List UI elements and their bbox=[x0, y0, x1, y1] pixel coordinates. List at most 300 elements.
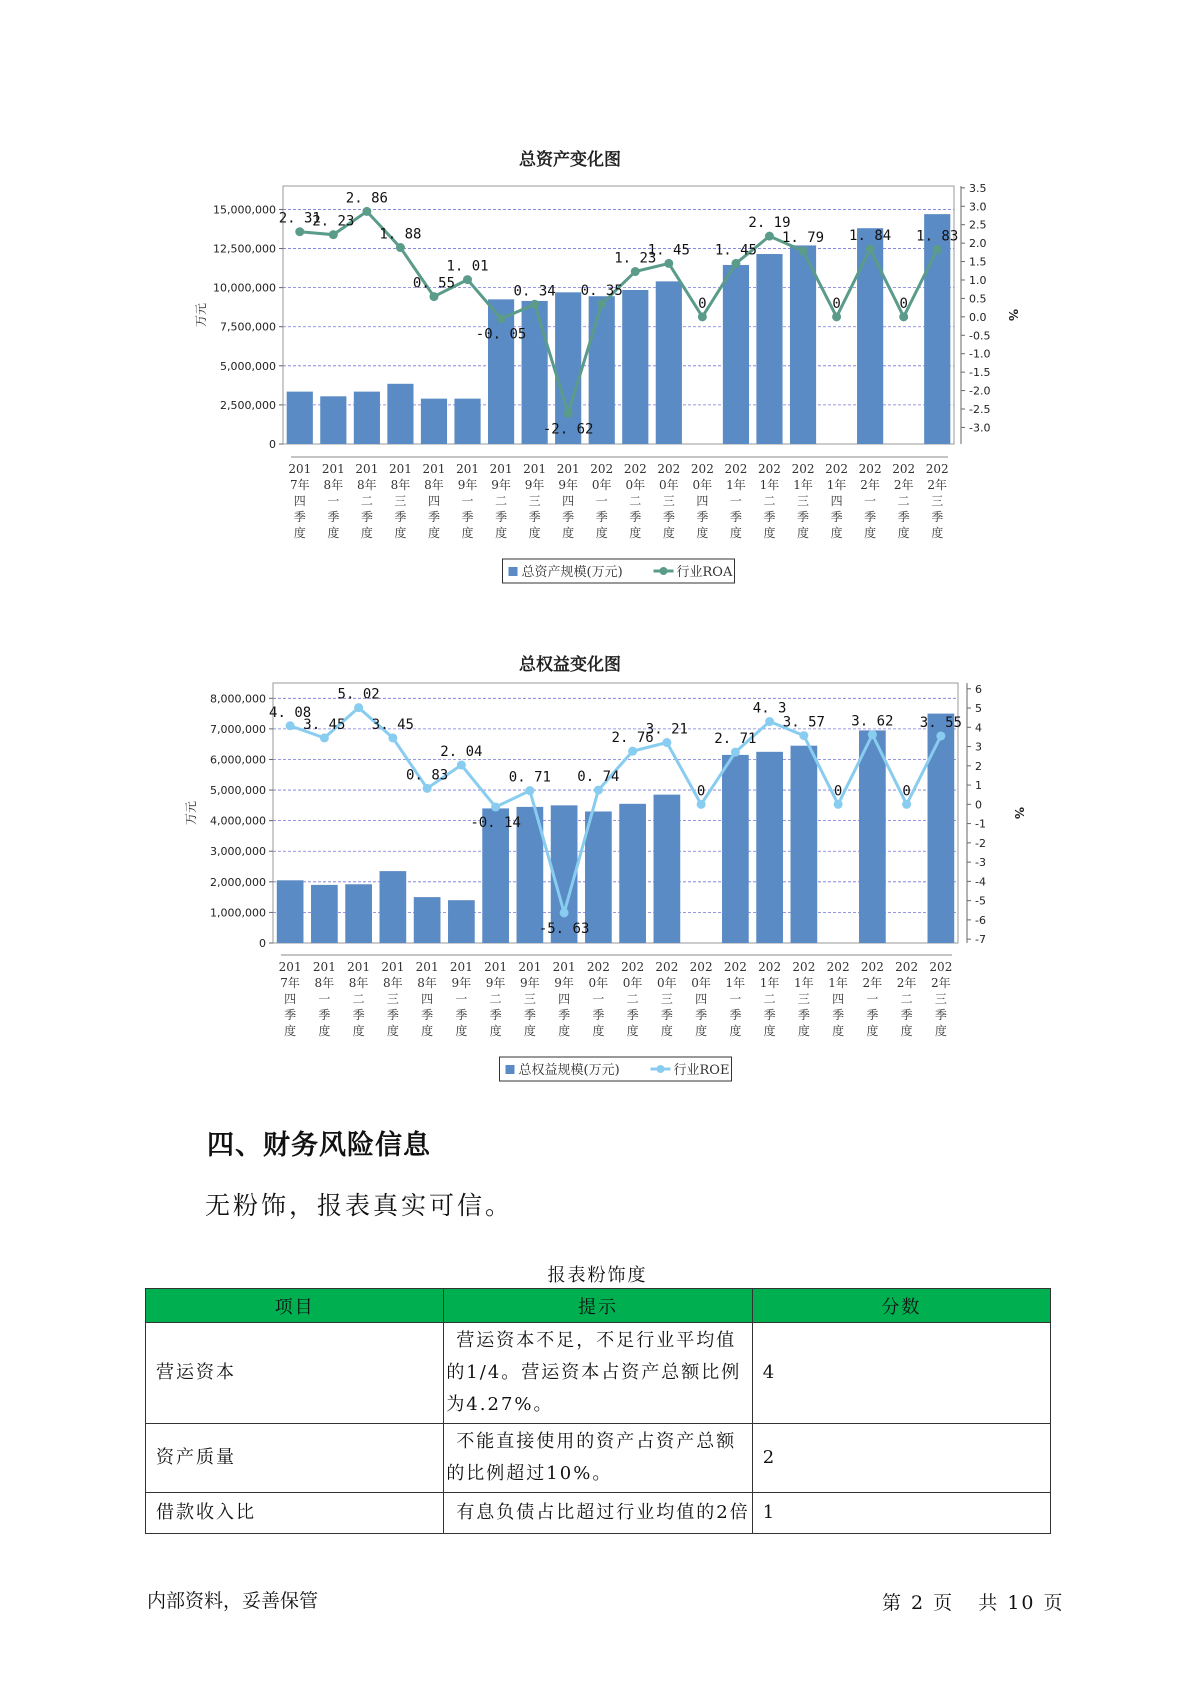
x-tick-label: 三 bbox=[662, 494, 675, 508]
x-tick-label: 二 bbox=[897, 494, 910, 508]
series-point bbox=[295, 227, 304, 236]
x-tick-label: 201 bbox=[415, 960, 439, 974]
x-tick-label: 季 bbox=[864, 510, 877, 524]
x-tick-label: 0年 bbox=[657, 976, 677, 990]
data-label: 1. 84 bbox=[849, 228, 892, 245]
total-assets-chart bbox=[170, 140, 1020, 590]
table-row bbox=[146, 1493, 1051, 1534]
section-heading: 四、财务风险信息 bbox=[207, 1130, 431, 1161]
x-tick-label: 度 bbox=[897, 526, 910, 540]
x-tick-label: 四 bbox=[832, 992, 845, 1006]
series-point bbox=[933, 245, 942, 254]
x-tick-label: 0年 bbox=[622, 976, 643, 990]
bar bbox=[277, 880, 304, 943]
data-label: 4. 3 bbox=[752, 700, 787, 717]
series-point bbox=[560, 908, 569, 917]
legend-swatch-bar bbox=[509, 567, 518, 576]
x-tick-label: 三 bbox=[797, 992, 810, 1006]
x-tick-label: 三 bbox=[394, 494, 407, 508]
x-tick-label: 201 bbox=[347, 960, 371, 974]
x-tick-label: 8年 bbox=[348, 976, 369, 990]
x-tick-label: 季 bbox=[662, 510, 675, 524]
y-tick-label: 7,500,000 bbox=[220, 320, 276, 334]
series-point bbox=[731, 259, 740, 268]
data-label: -2. 62 bbox=[542, 421, 594, 438]
x-tick-label: 202 bbox=[623, 462, 647, 476]
x-tick-label: 201 bbox=[278, 960, 302, 974]
series-point bbox=[354, 703, 363, 712]
x-tick-label: 202 bbox=[925, 462, 949, 476]
y2-tick-label: -1 bbox=[975, 817, 986, 831]
x-tick-label: 201 bbox=[381, 960, 405, 974]
row-item: 借款收入比 bbox=[146, 1493, 444, 1534]
data-label: 2. 19 bbox=[748, 215, 791, 232]
x-tick-label: 三 bbox=[931, 494, 944, 508]
y2-tick-label: 2.5 bbox=[969, 218, 987, 232]
series-point bbox=[902, 800, 911, 809]
x-tick-label: 二 bbox=[352, 992, 365, 1006]
x-tick-label: 0年 bbox=[692, 478, 713, 492]
legend-swatch-point bbox=[660, 567, 668, 575]
x-tick-label: 度 bbox=[830, 526, 843, 540]
y-tick-label: 12,500,000 bbox=[213, 242, 276, 256]
series-point bbox=[497, 314, 506, 323]
row-score: 4 bbox=[752, 1323, 1050, 1424]
y-tick-label: 1,000,000 bbox=[210, 906, 266, 920]
data-label: 0 bbox=[899, 295, 908, 312]
series-point bbox=[631, 267, 640, 276]
series-point bbox=[698, 312, 707, 321]
footer-page-number: 第 2 页 共 10 页 bbox=[882, 1592, 1065, 1614]
table-row bbox=[146, 1424, 1051, 1493]
x-tick-label: 1年 bbox=[828, 976, 848, 990]
x-tick-label: 9年 bbox=[558, 478, 578, 492]
series-point bbox=[868, 730, 877, 739]
x-tick-label: 三 bbox=[660, 992, 673, 1006]
table-header-row bbox=[146, 1289, 1051, 1323]
x-tick-label: 0年 bbox=[625, 478, 646, 492]
x-tick-label: 201 bbox=[556, 462, 580, 476]
series-point bbox=[463, 275, 472, 284]
x-tick-label: 一 bbox=[592, 992, 605, 1006]
x-tick-label: 度 bbox=[386, 1024, 399, 1038]
series-point bbox=[899, 312, 908, 321]
y2-tick-label: 2 bbox=[975, 759, 982, 773]
x-tick-label: 季 bbox=[931, 510, 944, 524]
series-point bbox=[388, 733, 397, 742]
x-tick-label: 度 bbox=[327, 526, 340, 540]
x-tick-label: 四 bbox=[293, 494, 306, 508]
x-tick-label: 0年 bbox=[591, 478, 612, 492]
x-tick-label: 0年 bbox=[588, 976, 609, 990]
data-label: 1. 23 bbox=[614, 250, 657, 267]
risk-table bbox=[145, 1288, 1051, 1534]
legend-swatch-point bbox=[657, 1065, 665, 1073]
x-tick-label: 度 bbox=[763, 526, 776, 540]
x-tick-label: 2年 bbox=[862, 976, 883, 990]
x-tick-label: 度 bbox=[318, 1024, 331, 1038]
series-point bbox=[396, 243, 405, 252]
series-point bbox=[423, 784, 432, 793]
x-tick-label: 度 bbox=[461, 526, 474, 540]
y2-tick-label: 0.0 bbox=[969, 310, 987, 324]
data-label: 3. 55 bbox=[919, 714, 962, 731]
data-label: 2. 76 bbox=[611, 730, 654, 747]
x-tick-label: 季 bbox=[629, 510, 642, 524]
y2-tick-label: -7 bbox=[975, 933, 986, 947]
x-tick-label: 9年 bbox=[554, 976, 574, 990]
series-point bbox=[530, 300, 539, 309]
x-tick-label: 二 bbox=[360, 494, 373, 508]
footer-confidential-note: 内部资料，妥善保管 bbox=[147, 1590, 319, 1612]
data-label: 5. 02 bbox=[337, 686, 380, 703]
x-tick-label: 201 bbox=[456, 462, 479, 476]
y2-axis-label: % bbox=[1012, 806, 1026, 820]
y-tick-label: 8,000,000 bbox=[210, 692, 266, 706]
x-tick-label: 2年 bbox=[927, 478, 948, 492]
x-tick-label: 三 bbox=[528, 494, 541, 508]
y-tick-label: 15,000,000 bbox=[213, 203, 276, 217]
y-tick-label: 0 bbox=[269, 438, 276, 451]
data-label: 0 bbox=[696, 783, 706, 800]
series-point bbox=[731, 748, 740, 757]
x-tick-label: 一 bbox=[461, 494, 474, 508]
series-point bbox=[765, 232, 774, 241]
legend-swatch-bar bbox=[506, 1065, 515, 1074]
series-point bbox=[662, 738, 671, 747]
data-label: 0. 35 bbox=[580, 282, 623, 299]
bar bbox=[622, 290, 648, 444]
data-label: 0. 71 bbox=[508, 769, 551, 786]
y-tick-label: 6,000,000 bbox=[210, 753, 266, 767]
y2-tick-label: -2 bbox=[975, 836, 986, 850]
data-label: 3. 57 bbox=[782, 714, 825, 731]
bar bbox=[414, 897, 441, 943]
row-item: 资产质量 bbox=[146, 1424, 444, 1493]
x-tick-label: 度 bbox=[427, 526, 440, 540]
x-tick-label: 度 bbox=[797, 1024, 810, 1038]
x-tick-label: 季 bbox=[293, 510, 306, 524]
x-tick-label: 2年 bbox=[931, 976, 951, 990]
data-label: -5. 63 bbox=[538, 920, 590, 937]
data-label: 1. 79 bbox=[781, 229, 825, 246]
x-tick-label: 度 bbox=[284, 1024, 297, 1038]
bar bbox=[287, 392, 313, 444]
x-tick-label: 季 bbox=[626, 1008, 639, 1022]
bar bbox=[619, 804, 646, 943]
x-tick-label: 度 bbox=[558, 1024, 571, 1038]
section-body: 无粉饰，报表真实可信。 bbox=[205, 1191, 514, 1220]
series-point bbox=[866, 245, 875, 254]
x-tick-label: 季 bbox=[592, 1008, 605, 1022]
x-tick-label: 201 bbox=[523, 462, 547, 476]
row-hint: 不能直接使用的资产占资产总额的比例超过10%。 bbox=[444, 1424, 752, 1493]
bar bbox=[345, 884, 372, 943]
x-tick-label: 8年 bbox=[357, 478, 377, 492]
bar bbox=[859, 730, 886, 943]
y-axis-label: 万元 bbox=[194, 302, 208, 328]
x-tick-label: 1年 bbox=[759, 976, 780, 990]
chart-title: 总资产变化图 bbox=[519, 150, 621, 170]
bar bbox=[421, 399, 447, 444]
x-tick-label: 一 bbox=[455, 992, 468, 1006]
data-label: -0. 14 bbox=[470, 815, 521, 832]
x-tick-label: 二 bbox=[626, 992, 639, 1006]
x-tick-label: 季 bbox=[900, 1008, 913, 1022]
x-tick-label: 季 bbox=[934, 1008, 947, 1022]
data-label: 0. 55 bbox=[412, 275, 456, 292]
y2-tick-label: 6 bbox=[975, 682, 982, 696]
y-tick-label: 0 bbox=[259, 937, 266, 950]
series-point bbox=[286, 721, 295, 730]
x-tick-label: 202 bbox=[895, 960, 919, 974]
x-tick-label: 一 bbox=[327, 494, 340, 508]
data-label: 4. 08 bbox=[269, 704, 312, 721]
x-tick-label: 季 bbox=[562, 510, 575, 524]
x-tick-label: 一 bbox=[864, 494, 877, 508]
y-tick-label: 2,500,000 bbox=[220, 398, 276, 412]
y2-tick-label: -2.5 bbox=[969, 402, 991, 416]
y2-tick-label: 1 bbox=[975, 779, 982, 793]
x-tick-label: 9年 bbox=[457, 478, 478, 492]
data-label: 2. 86 bbox=[345, 190, 388, 207]
x-tick-label: 度 bbox=[293, 526, 306, 540]
x-tick-label: 1年 bbox=[725, 976, 746, 990]
x-tick-label: 9年 bbox=[491, 478, 511, 492]
data-label: 0 bbox=[698, 295, 707, 312]
data-label: -0. 05 bbox=[475, 326, 527, 343]
x-tick-label: 季 bbox=[832, 1008, 845, 1022]
x-tick-label: 202 bbox=[758, 462, 781, 476]
x-tick-label: 202 bbox=[860, 960, 884, 974]
x-tick-label: 8年 bbox=[314, 976, 335, 990]
data-label: 2. 31 bbox=[278, 210, 321, 227]
x-tick-label: 季 bbox=[495, 510, 508, 524]
x-tick-label: 季 bbox=[455, 1008, 468, 1022]
y2-tick-label: 1.5 bbox=[969, 255, 987, 269]
bar bbox=[656, 281, 682, 444]
x-tick-label: 度 bbox=[592, 1024, 605, 1038]
data-label: 0. 34 bbox=[513, 283, 556, 300]
x-tick-label: 9年 bbox=[524, 478, 545, 492]
x-tick-label: 2年 bbox=[893, 478, 914, 492]
x-tick-label: 度 bbox=[864, 526, 877, 540]
y-tick-label: 7,000,000 bbox=[210, 722, 266, 736]
x-tick-label: 度 bbox=[595, 526, 608, 540]
x-tick-label: 8年 bbox=[383, 976, 403, 990]
series-point bbox=[834, 800, 843, 809]
y2-tick-label: 0 bbox=[975, 798, 982, 812]
x-tick-label: 季 bbox=[386, 1008, 399, 1022]
header-score: 分数 bbox=[752, 1289, 1050, 1323]
x-tick-label: 202 bbox=[689, 960, 713, 974]
x-tick-label: 度 bbox=[394, 526, 407, 540]
x-tick-label: 季 bbox=[695, 1008, 708, 1022]
x-tick-label: 度 bbox=[763, 1024, 776, 1038]
bar bbox=[654, 795, 681, 943]
x-tick-label: 季 bbox=[595, 510, 608, 524]
data-label: 3. 62 bbox=[851, 713, 894, 730]
x-tick-label: 季 bbox=[427, 510, 440, 524]
bar bbox=[354, 392, 380, 444]
x-tick-label: 季 bbox=[866, 1008, 879, 1022]
bar bbox=[723, 265, 749, 444]
x-tick-label: 202 bbox=[792, 960, 816, 974]
y2-tick-label: -1.5 bbox=[969, 366, 991, 380]
y2-tick-label: 2.0 bbox=[969, 237, 987, 251]
x-tick-label: 0年 bbox=[691, 976, 711, 990]
x-tick-label: 二 bbox=[763, 494, 776, 508]
y-axis-label: 万元 bbox=[184, 800, 198, 826]
data-label: 1. 88 bbox=[379, 226, 422, 243]
series-point bbox=[362, 207, 371, 216]
x-tick-label: 四 bbox=[427, 494, 440, 508]
y-tick-label: 5,000,000 bbox=[210, 784, 266, 798]
x-tick-label: 季 bbox=[360, 510, 373, 524]
x-tick-label: 7年 bbox=[289, 478, 310, 492]
x-tick-label: 202 bbox=[724, 462, 748, 476]
bar bbox=[387, 384, 413, 444]
x-tick-label: 201 bbox=[552, 960, 576, 974]
x-tick-label: 度 bbox=[662, 526, 675, 540]
x-tick-label: 度 bbox=[729, 526, 742, 540]
x-tick-label: 季 bbox=[763, 1008, 776, 1022]
x-tick-label: 度 bbox=[660, 1024, 673, 1038]
x-tick-label: 7年 bbox=[280, 976, 300, 990]
y2-tick-label: 0.5 bbox=[969, 292, 987, 306]
series-point bbox=[799, 246, 808, 255]
y-tick-label: 4,000,000 bbox=[210, 814, 266, 828]
data-label: 1. 83 bbox=[916, 228, 959, 245]
header-item: 项目 bbox=[146, 1289, 444, 1323]
bar bbox=[722, 755, 749, 943]
bar bbox=[756, 752, 783, 943]
x-tick-label: 度 bbox=[629, 526, 642, 540]
x-tick-label: 202 bbox=[690, 462, 714, 476]
x-tick-label: 度 bbox=[797, 526, 810, 540]
x-tick-label: 三 bbox=[797, 494, 810, 508]
x-tick-label: 季 bbox=[528, 510, 541, 524]
x-tick-label: 三 bbox=[523, 992, 536, 1006]
x-tick-label: 度 bbox=[455, 1024, 468, 1038]
row-score: 2 bbox=[752, 1424, 1050, 1493]
legend-label: 行业ROE bbox=[673, 1063, 730, 1078]
series-point bbox=[765, 717, 774, 726]
y2-tick-label: 3.5 bbox=[969, 181, 987, 195]
x-tick-label: 201 bbox=[355, 462, 379, 476]
x-tick-label: 1年 bbox=[794, 976, 814, 990]
x-tick-label: 201 bbox=[484, 960, 508, 974]
x-tick-label: 度 bbox=[528, 526, 541, 540]
x-tick-label: 201 bbox=[321, 462, 345, 476]
total-equity-chart-block bbox=[170, 645, 1026, 1095]
series-point bbox=[597, 299, 606, 308]
x-tick-label: 202 bbox=[657, 462, 681, 476]
data-label: 0. 83 bbox=[406, 767, 449, 784]
x-tick-label: 度 bbox=[934, 1024, 947, 1038]
y2-tick-label: 1.0 bbox=[969, 273, 987, 287]
x-tick-label: 季 bbox=[797, 1008, 810, 1022]
series-point bbox=[664, 259, 673, 268]
x-tick-label: 201 bbox=[288, 462, 312, 476]
x-tick-label: 度 bbox=[696, 526, 709, 540]
y-tick-label: 2,000,000 bbox=[210, 875, 266, 889]
x-tick-label: 季 bbox=[797, 510, 810, 524]
y2-tick-label: -0.5 bbox=[969, 329, 991, 343]
x-tick-label: 度 bbox=[729, 1024, 742, 1038]
x-tick-label: 季 bbox=[696, 510, 709, 524]
y2-tick-label: -4 bbox=[975, 875, 986, 889]
chart-title: 总权益变化图 bbox=[519, 655, 621, 675]
x-tick-label: 度 bbox=[866, 1024, 879, 1038]
x-tick-label: 202 bbox=[892, 462, 916, 476]
y2-tick-label: -6 bbox=[975, 913, 986, 927]
data-label: 2. 71 bbox=[714, 731, 757, 748]
x-tick-label: 202 bbox=[929, 960, 953, 974]
x-tick-label: 一 bbox=[595, 494, 608, 508]
series-point bbox=[525, 786, 534, 795]
x-tick-label: 度 bbox=[352, 1024, 365, 1038]
data-label: 0 bbox=[902, 783, 911, 800]
x-tick-label: 季 bbox=[461, 510, 474, 524]
x-tick-label: 2年 bbox=[860, 478, 880, 492]
y-tick-label: 10,000,000 bbox=[213, 281, 276, 295]
total-assets-chart-block bbox=[170, 140, 1020, 590]
x-tick-label: 9年 bbox=[451, 976, 472, 990]
data-label: 2. 23 bbox=[312, 213, 355, 230]
x-tick-label: 二 bbox=[900, 992, 913, 1006]
x-tick-label: 202 bbox=[723, 960, 747, 974]
x-tick-label: 201 bbox=[449, 960, 473, 974]
x-tick-label: 季 bbox=[318, 1008, 331, 1022]
x-tick-label: 一 bbox=[729, 992, 742, 1006]
y-tick-label: 3,000,000 bbox=[210, 845, 266, 859]
table-row bbox=[146, 1323, 1051, 1424]
bar bbox=[928, 714, 955, 943]
legend-label: 行业ROA bbox=[676, 565, 733, 580]
x-tick-label: 三 bbox=[386, 992, 399, 1006]
y2-tick-label: -3 bbox=[975, 856, 986, 870]
series-point bbox=[594, 786, 603, 795]
x-tick-label: 二 bbox=[629, 494, 642, 508]
legend-label: 总资产规模(万元) bbox=[521, 565, 623, 580]
x-tick-label: 度 bbox=[900, 1024, 913, 1038]
series-point bbox=[832, 312, 841, 321]
x-tick-label: 季 bbox=[830, 510, 843, 524]
x-tick-label: 四 bbox=[562, 494, 575, 508]
y-tick-label: 5,000,000 bbox=[220, 359, 276, 373]
x-tick-label: 度 bbox=[523, 1024, 536, 1038]
x-tick-label: 1年 bbox=[826, 478, 847, 492]
x-tick-label: 1年 bbox=[759, 478, 780, 492]
y2-tick-label: 3 bbox=[975, 740, 982, 754]
x-tick-label: 一 bbox=[866, 992, 879, 1006]
x-tick-label: 季 bbox=[489, 1008, 502, 1022]
row-item: 营运资本 bbox=[146, 1323, 444, 1424]
x-tick-label: 202 bbox=[590, 462, 614, 476]
x-tick-label: 202 bbox=[621, 960, 645, 974]
x-tick-label: 201 bbox=[388, 462, 412, 476]
x-tick-label: 202 bbox=[791, 462, 815, 476]
data-label: 3. 21 bbox=[645, 721, 688, 738]
series-point bbox=[457, 761, 466, 770]
x-tick-label: 一 bbox=[318, 992, 331, 1006]
x-tick-label: 季 bbox=[421, 1008, 434, 1022]
series-point bbox=[429, 292, 438, 301]
series-point bbox=[329, 230, 338, 239]
x-tick-label: 201 bbox=[312, 960, 336, 974]
data-label: 3. 45 bbox=[303, 716, 346, 733]
